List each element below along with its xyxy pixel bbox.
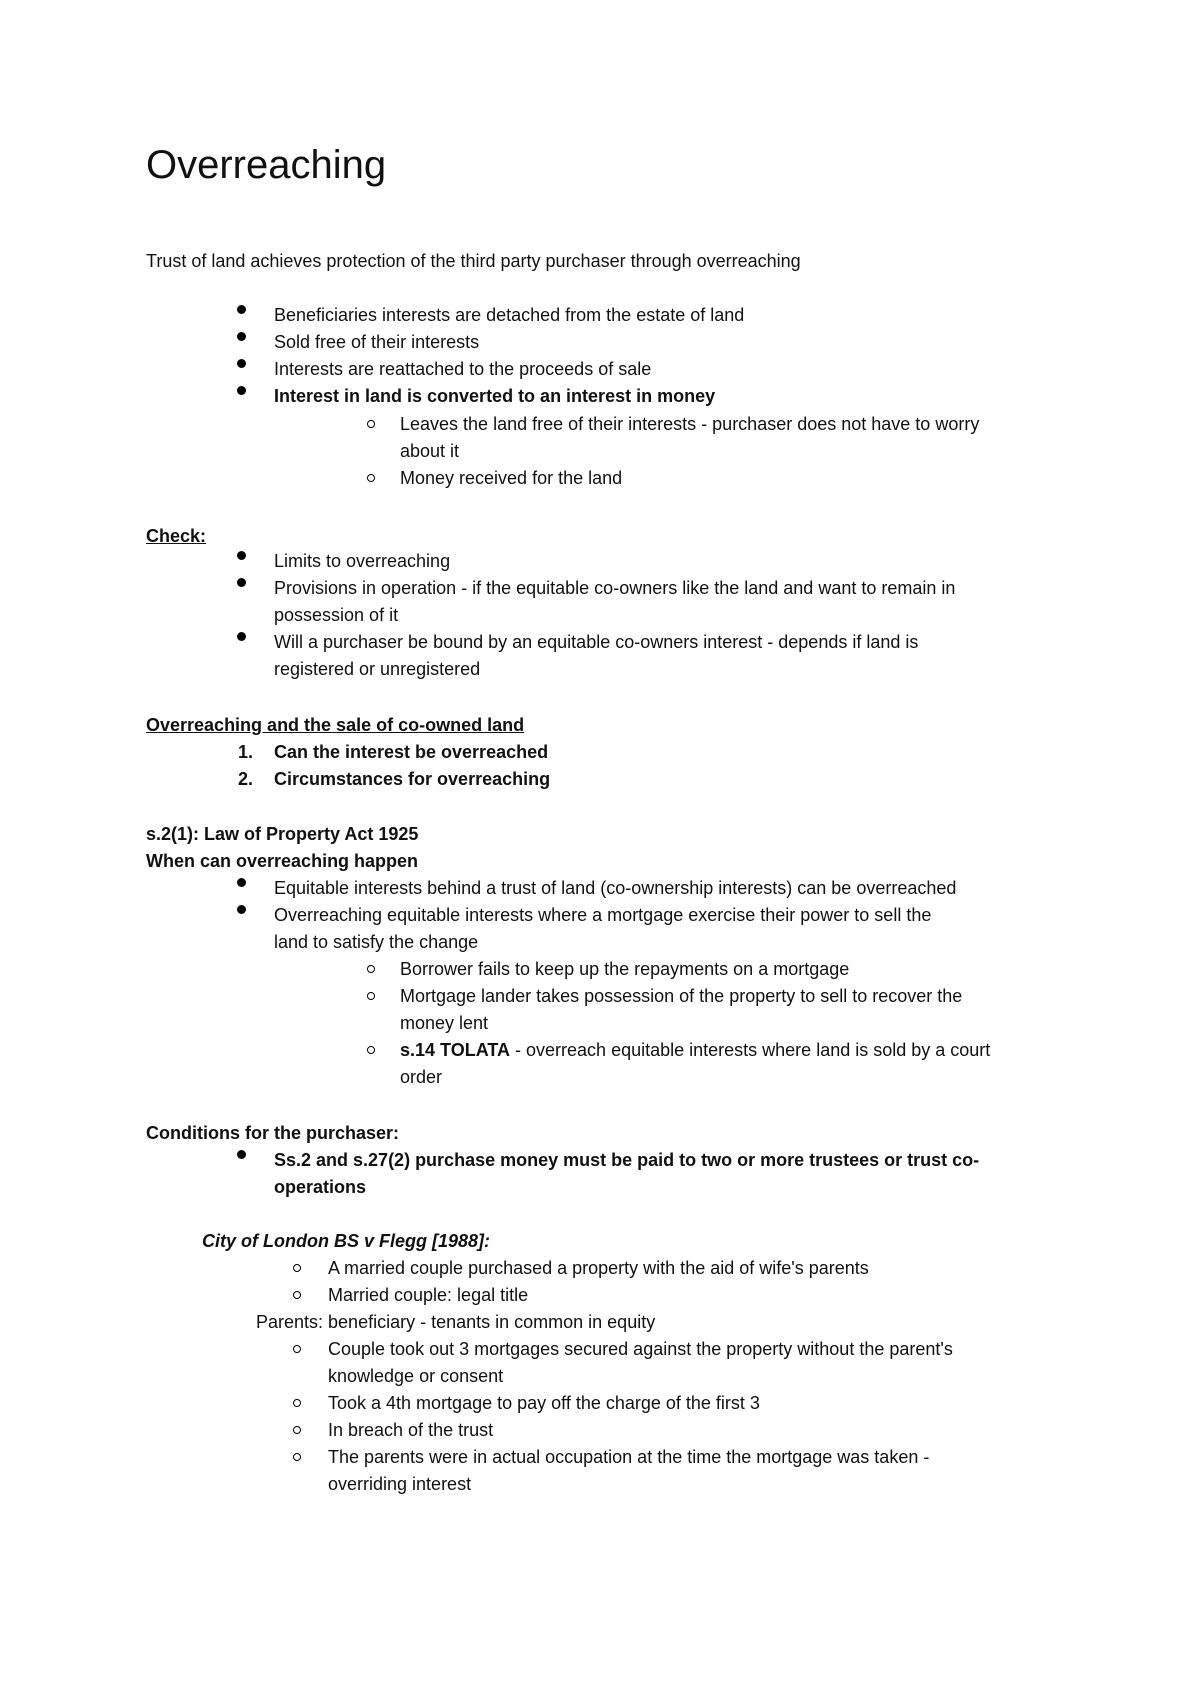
list-item: Interest in land is converted to an interest in money [274, 386, 716, 406]
intro-paragraph: Trust of land achieves protection of the third party purchaser through overreaching [146, 251, 801, 271]
sub-bullet-icon [293, 1399, 301, 1407]
conditions-heading: Conditions for the purchaser: [146, 1123, 400, 1143]
sub-bullet-icon [367, 992, 375, 1000]
list-number: 1. [238, 742, 254, 762]
list-item: Ss.2 and s.27(2) purchase money must be paid to two or more trustees or trust co- [274, 1150, 980, 1170]
sub-bullet-icon [293, 1264, 301, 1272]
page-title: Overreaching [146, 143, 387, 187]
bullet-icon [237, 551, 246, 560]
sub-bullet-icon [367, 965, 375, 973]
bullet-icon [237, 359, 246, 368]
sub-list-item: Money received for the land [400, 468, 623, 488]
check-heading: Check: [146, 526, 207, 546]
sub-list-item: Mortgage lander takes possession of the property to sell to recover the [400, 986, 963, 1006]
numbered-item: Can the interest be overreached [274, 742, 549, 762]
sub-bullet-icon [367, 474, 375, 482]
list-item-continued: registered or unregistered [274, 659, 481, 679]
sub-list-item: A married couple purchased a property with the aid of wife's parents [328, 1258, 869, 1278]
sub-bullet-icon [293, 1453, 301, 1461]
sub-list-item: Took a 4th mortgage to pay off the charge of the first 3 [328, 1393, 760, 1413]
bullet-icon [237, 878, 246, 887]
bullet-icon [237, 632, 246, 641]
sub-bullet-icon [367, 1046, 375, 1054]
bullet-icon [237, 305, 246, 314]
sub-list-item: In breach of the trust [328, 1420, 494, 1440]
section-heading: When can overreaching happen [146, 851, 419, 871]
sub-list-item-continued: about it [400, 441, 460, 461]
list-item: Beneficiaries interests are detached from the estate of land [274, 305, 745, 325]
sub-bullet-icon [293, 1291, 301, 1299]
sub-list-item: Leaves the land free of their interests - purchaser does not have to worry [400, 414, 980, 434]
list-item: Will a purchaser be bound by an equitable co-owners interest - depends if land is [274, 632, 919, 652]
bullet-icon [237, 905, 246, 914]
list-item: Interests are reattached to the proceeds of sale [274, 359, 652, 379]
sub-bullet-icon [293, 1345, 301, 1353]
sub-list-item: Couple took out 3 mortgages secured against the property without the parent's [328, 1339, 953, 1359]
sub-list-item: Borrower fails to keep up the repayments on a mortgage [400, 959, 850, 979]
sub-list-item-continued: overriding interest [328, 1474, 472, 1494]
sub-list-item-continued: money lent [400, 1013, 489, 1033]
case-parents-line: Parents: beneficiary - tenants in common in equity [256, 1312, 656, 1332]
list-item: Limits to overreaching [274, 551, 451, 571]
sub-list-item: Married couple: legal title [328, 1285, 529, 1305]
numbered-item: Circumstances for overreaching [274, 769, 551, 789]
sub-bullet-icon [367, 420, 375, 428]
list-item-continued: possession of it [274, 605, 399, 625]
bullet-icon [237, 1150, 246, 1159]
sub-list-item-continued: order [400, 1067, 443, 1087]
sub-list-item [400, 1037, 990, 1064]
list-number: 2. [238, 769, 254, 789]
statute-reference: s.14 TOLATA [400, 1040, 511, 1060]
statute-heading: s.2(1): Law of Property Act 1925 [146, 824, 419, 844]
bullet-icon [237, 386, 246, 395]
bullet-icon [237, 578, 246, 587]
list-item: Provisions in operation - if the equitable co-owners like the land and want to remain in [274, 578, 956, 598]
list-item: Overreaching equitable interests where a mortgage exercise their power to sell the [274, 905, 932, 925]
bullet-icon [237, 332, 246, 341]
list-item: Equitable interests behind a trust of land (co-ownership interests) can be overreached [274, 878, 957, 898]
list-item-continued: operations [274, 1177, 367, 1197]
sub-bullet-icon [293, 1426, 301, 1434]
sub-list-item-text: - overreach equitable interests where land is sold by a court [510, 1040, 991, 1060]
sub-list-item: The parents were in actual occupation at the time the mortgage was taken - [328, 1447, 930, 1467]
case-heading: City of London BS v Flegg [1988]: [202, 1231, 491, 1251]
sub-list-item-continued: knowledge or consent [328, 1366, 504, 1386]
list-item: Sold free of their interests [274, 332, 480, 352]
sale-heading: Overreaching and the sale of co-owned land [146, 715, 525, 735]
list-item-continued: land to satisfy the change [274, 932, 479, 952]
